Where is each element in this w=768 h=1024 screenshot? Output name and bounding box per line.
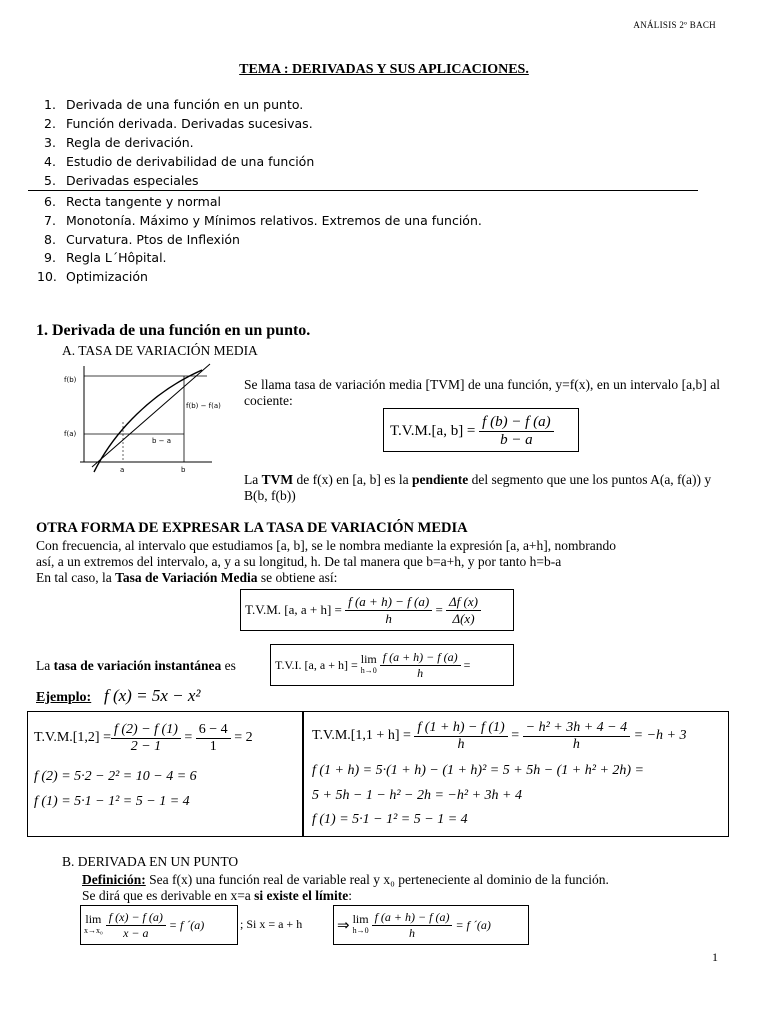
toc-item: 6. Recta tangente y normal [44, 194, 221, 209]
table-of-contents [37, 0, 744, 300]
graph-label-a: a [120, 466, 125, 474]
graph-label-bma: b − a [152, 437, 172, 445]
otra-forma-line-3: En tal caso, la Tasa de Variación Media se obtiene así: [36, 570, 338, 585]
subsection-a-heading: A. TASA DE VARIACIÓN MEDIA [62, 343, 258, 358]
ejemplo-function: f (x) = 5x − x² [104, 686, 201, 705]
ejemplo-left-line-3: f (1) = 5·1 − 1² = 5 − 1 = 4 [34, 794, 190, 809]
tvm-pendiente-text: La TVM de f(x) en [a, b] es la pendiente del segmento que une los puntos A(a, f(a)) y B(b, f(b)) [244, 472, 712, 503]
ejemplo-label: Ejemplo: [36, 690, 92, 705]
derivative-substitution-text: ; Si x = a + h [240, 917, 303, 931]
toc-item: 7. Monotonía. Máximo y Mínimos relativos. Extremos de una función. [44, 213, 482, 228]
otra-forma-line-2: así, a un extremos del intervalo, a, y a su longitud, h. De tal manera que b=a+h, y por tanto h=b-a [36, 554, 562, 569]
graph-label-diff: f(b) − f(a) [186, 402, 221, 410]
toc-item: 1. Derivada de una función en un punto. [44, 97, 304, 112]
page-number: 1 [712, 950, 718, 964]
toc-item: 2. Función derivada. Derivadas sucesivas. [44, 116, 313, 131]
section-1-heading: 1. Derivada de una función en un punto. [36, 322, 311, 339]
derivable-line: Se dirá que es derivable en x=a si existe el límite: [82, 888, 353, 903]
tvi-label: La tasa de variación instantánea es [36, 658, 236, 673]
toc-item: 5. Derivadas especiales [44, 173, 199, 188]
derivative-formula-box-2: ⇒ lim h→0 $\frac{f (a + h) - f (a)}{h}$ = f ´(a) [333, 905, 529, 945]
ejemplo-right-line-2: f (1 + h) = 5·(1 + h) − (1 + h)² = 5 + 5h − (1 + h² + 2h) = [312, 763, 645, 778]
tvm-formula-box: T.V.M.[a, b] = $\frac{f (b) - f (a)}{b - a}$ [383, 408, 579, 452]
ejemplo-left-line-2: f (2) = 5·2 − 2² = 10 − 4 = 6 [34, 769, 197, 784]
tvm-graph [62, 362, 222, 480]
ejemplo-right-box: T.V.M.[1,1 + h] = $\frac{f (1 + h) - f (1)}{h}$ = $\frac{\text{− h² + 3h + 4 − 4}}{h}$ = −h + 3 f (1 + h) = 5·(1 + h) − (1 + h)² = 5 + 5h − (1 + h² + 2h) = 5 + 5h − 1 − h² − 2h = −h² + 3h + 4 f (1) = 5·1 − 1² = 5 − 1 = 4 [303, 711, 729, 837]
graph-secant [92, 364, 210, 467]
ejemplo-left-box: T.V.M.[1,2] = $\frac{f (2) - f (1)}{2 - 1}$ = $\frac{6 - 4}{1}$ = 2 f (2) = 5·2 − 2² = 10 − 4 = 6 f (1) = 5·1 − 1² = 5 − 1 = 4 [27, 711, 303, 837]
page-title: TEMA : DERIVADAS Y SUS APLICACIONES. [239, 62, 529, 77]
graph-label-fa: f(a) [64, 430, 77, 438]
toc-item: 9. Regla L´Hôpital. [44, 250, 167, 265]
graph-label-fb: f(b) [64, 376, 77, 384]
toc-item: 10. Optimización [37, 269, 148, 284]
tvi-formula-box: T.V.I. [a, a + h] = lim h→0 $\frac{f (a + h) - f (a)}{h}$ = [270, 644, 514, 686]
otra-forma-line-1: Con frecuencia, al intervalo que estudiamos [a, b], se le nombra mediante la expresión [a, a+h], nombrando [36, 538, 617, 553]
toc-item: 8. Curvatura. Ptos de Inflexión [44, 232, 240, 247]
otra-forma-heading: OTRA FORMA DE EXPRESAR LA TASA DE VARIACIÓN MEDIA [36, 520, 468, 536]
ejemplo-right-line-3: 5 + 5h − 1 − h² − 2h = −h² + 3h + 4 [312, 788, 522, 803]
definicion-line: Definición: Sea f(x) una función real de variable real y x₀ perteneciente al dominio de la función. [82, 872, 609, 887]
subsection-b-heading: B. DERIVADA EN UN PUNTO [62, 854, 239, 869]
tvm-definition: Se llama tasa de variación media [TVM] de una función, y=f(x), en un intervalo [a,b] al cociente: [244, 377, 720, 408]
tvm-h-formula-box: T.V.M. [a, a + h] = $\frac{f (a + h) - f (a)}{h}$ = $\frac{\Delta f (x)}{\Delta(x)}$ [240, 589, 514, 631]
toc-divider [28, 190, 698, 191]
derivative-formula-box-1: lim x→x₀ $\frac{f (x) - f (a)}{x - a}$ = f ´(a) [80, 905, 238, 945]
ejemplo-right-line-4: f (1) = 5·1 − 1² = 5 − 1 = 4 [312, 812, 468, 827]
toc-item: 3. Regla de derivación. [44, 135, 194, 150]
graph-label-b: b [181, 466, 186, 474]
toc-item: 4. Estudio de derivabilidad de una función [44, 154, 315, 169]
page-header-course: ANÁLISIS 2º BACH [633, 20, 716, 30]
